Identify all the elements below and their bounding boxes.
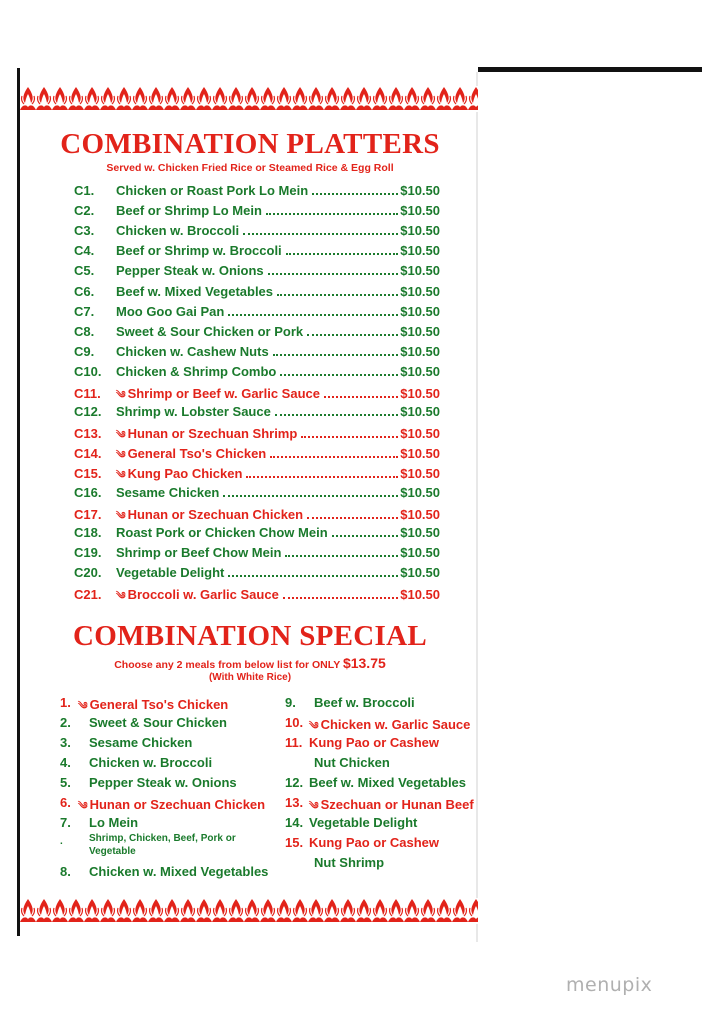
platter-item (74, 525, 440, 545)
item-code: C8. (74, 323, 95, 339)
item-price: $10.50 (400, 223, 440, 239)
dot-leader (268, 273, 399, 275)
special-title: COMBINATION SPECIAL (72, 620, 427, 652)
platter-item (74, 444, 440, 464)
spicy-icon: ༄ (78, 701, 88, 712)
item-number: 1. (60, 695, 71, 710)
item-name: Pepper Steak w. Onions (89, 775, 237, 790)
item-price: $10.50 (400, 446, 440, 462)
item-code: C18. (74, 524, 102, 540)
dot-leader (277, 294, 398, 296)
item-name: Sweet & Sour Chicken (89, 715, 227, 730)
item-number: 13. (285, 795, 304, 810)
platter-item (74, 565, 440, 585)
item-name: Moo Goo Gai Pan (116, 303, 225, 319)
item-price: $10.50 (400, 544, 440, 560)
item-number: 3. (60, 735, 71, 750)
dot-leader (275, 414, 398, 416)
item-code: C19. (74, 544, 102, 560)
item-price: $10.50 (400, 203, 440, 219)
platter-item (74, 585, 440, 605)
platter-item (74, 344, 440, 364)
item-price: $10.50 (400, 263, 440, 279)
lo-mein-bullet: . (60, 836, 63, 847)
item-name-continued: Nut Shrimp (314, 855, 385, 870)
platters-subtitle: Served w. Chicken Fried Rice or Steamed Rice & Egg Roll (106, 162, 394, 174)
item-number: 6. (60, 795, 71, 810)
dot-leader (283, 597, 398, 599)
item-name: Sesame Chicken (89, 735, 193, 750)
item-number: 2. (60, 715, 71, 730)
item-name: Beef w. Mixed Vegetables (116, 283, 274, 299)
item-name: Beef or Shrimp w. Broccoli (116, 243, 282, 259)
item-price: $10.50 (400, 283, 440, 299)
watermark-logo: menupix (566, 974, 653, 996)
item-number: 12. (285, 775, 304, 790)
platter-item (74, 183, 440, 203)
item-name: ༄ Broccoli w. Garlic Sauce (116, 587, 279, 602)
item-name: ༄ Hunan or Szechuan Shrimp (116, 426, 298, 442)
item-name: Beef w. Mixed Vegetables (309, 775, 467, 790)
spicy-icon: ༄ (78, 801, 88, 812)
dot-leader (246, 476, 398, 478)
decorative-border-bottom (20, 898, 478, 924)
item-name: Vegetable Delight (116, 564, 225, 580)
item-code: C21. (74, 587, 102, 602)
item-name: ༄ Shrimp or Beef w. Garlic Sauce (116, 386, 320, 401)
item-price: $10.50 (400, 243, 440, 259)
item-name: Chicken & Shrimp Combo (116, 363, 277, 379)
item-name: Chicken w. Broccoli (89, 755, 213, 770)
item-name: Kung Pao or Cashew (309, 835, 440, 850)
item-number: 7. (60, 815, 71, 830)
platter-item (74, 243, 440, 263)
dot-leader (223, 495, 398, 497)
item-price: $10.50 (400, 564, 440, 580)
item-code: C11. (74, 386, 101, 401)
item-name: Shrimp w. Lobster Sauce (116, 404, 271, 420)
item-number: 14. (285, 815, 304, 830)
item-name: ༄ Chicken w. Garlic Sauce (309, 717, 471, 732)
lo-mein-note: Shrimp, Chicken, Beef, Pork or Vegetable (89, 833, 236, 857)
item-name-continued: Nut Chicken (314, 755, 390, 770)
item-price: $10.50 (400, 587, 440, 602)
platter-item (74, 545, 440, 565)
top-right-rule (478, 67, 702, 72)
item-price: $10.50 (400, 426, 440, 442)
spicy-icon: ༄ (116, 591, 126, 602)
platter-item (74, 203, 440, 223)
platter-item (74, 263, 440, 283)
dot-leader (228, 575, 398, 577)
item-price: $10.50 (400, 506, 440, 522)
item-name: ༄ General Tso's Chicken (78, 697, 229, 712)
platter-item (74, 284, 440, 304)
item-price: $10.50 (400, 183, 440, 198)
platter-item (74, 304, 440, 324)
item-code: C12. (74, 404, 102, 420)
special-choose-label: Choose any 2 meals from below list for ONLY (114, 659, 341, 671)
item-code: C15. (74, 466, 102, 482)
spicy-icon: ༄ (116, 390, 126, 401)
platter-item (74, 404, 440, 424)
dot-leader (228, 314, 398, 316)
item-code: C17. (74, 506, 102, 522)
dot-leader (307, 517, 398, 519)
item-number: 15. (285, 835, 304, 850)
platter-item (74, 424, 440, 444)
item-name: Chicken w. Cashew Nuts (116, 343, 269, 359)
item-name: Pepper Steak w. Onions (116, 263, 264, 279)
item-number: 8. (60, 864, 71, 879)
item-name: ༄ Kung Pao Chicken (116, 466, 243, 482)
special-price: $13.75 (342, 655, 386, 671)
dot-leader (243, 233, 398, 235)
item-name: Shrimp or Beef Chow Mein (116, 544, 282, 560)
item-name: ༄ Hunan or Szechuan Chicken (78, 797, 266, 812)
item-name: Beef w. Broccoli (314, 695, 415, 710)
dot-leader (280, 374, 398, 376)
platters-title: COMBINATION PLATTERS (60, 128, 440, 160)
spicy-icon: ༄ (116, 450, 126, 462)
item-name: Roast Pork or Chicken Chow Mein (116, 524, 328, 540)
item-name: Sweet & Sour Chicken or Pork (116, 323, 304, 339)
platter-item (74, 384, 440, 404)
item-price: $10.50 (400, 323, 440, 339)
dot-leader (286, 253, 399, 255)
spicy-icon: ༄ (309, 721, 319, 732)
page-edge (476, 72, 478, 942)
dot-leader (266, 213, 398, 215)
platter-item (74, 324, 440, 344)
item-price: $10.50 (400, 484, 440, 500)
item-name: ༄ General Tso's Chicken (116, 446, 267, 462)
item-name: Vegetable Delight (309, 815, 418, 830)
dot-leader (312, 193, 398, 195)
special-choose-text (20, 655, 480, 671)
decorative-border-top (20, 86, 478, 112)
item-number: 9. (285, 695, 296, 710)
platter-item (74, 464, 440, 484)
dot-leader (270, 456, 398, 458)
item-price: $10.50 (400, 343, 440, 359)
item-code: C20. (74, 564, 102, 580)
item-name: Sesame Chicken (116, 484, 220, 500)
item-code: C3. (74, 223, 95, 239)
item-number: 10. (285, 715, 304, 730)
item-code: C14. (74, 446, 102, 462)
item-name: Lo Mein (89, 815, 139, 830)
item-code: C9. (74, 343, 95, 359)
platter-item (74, 505, 440, 525)
item-price: $10.50 (400, 386, 440, 401)
spicy-icon: ༄ (309, 801, 319, 812)
dot-leader (273, 354, 399, 356)
item-code: C5. (74, 263, 95, 279)
flame-pattern-icon (20, 86, 478, 112)
item-price: $10.50 (400, 303, 440, 319)
item-price: $10.50 (400, 404, 440, 420)
item-code: C16. (74, 484, 102, 500)
item-name: ༄ Szechuan or Hunan Beef (309, 797, 474, 812)
item-name: Chicken w. Broccoli (116, 223, 240, 239)
item-name: ༄ Hunan or Szechuan Chicken (116, 506, 304, 522)
dot-leader (324, 396, 398, 398)
item-name: Beef or Shrimp Lo Mein (116, 203, 262, 219)
item-price: $10.50 (400, 466, 440, 482)
dot-leader (307, 334, 398, 336)
dot-leader (332, 535, 399, 537)
item-number: 5. (60, 775, 71, 790)
item-code: C7. (74, 303, 95, 319)
item-name: Chicken or Roast Pork Lo Mein (116, 183, 309, 198)
dot-leader (285, 555, 398, 557)
item-code: C1. (74, 183, 95, 198)
dot-leader (301, 436, 398, 438)
item-price: $10.50 (400, 363, 440, 379)
platter-item (74, 364, 440, 384)
special-rice-note: (With White Rice) (208, 672, 292, 683)
platter-item (74, 485, 440, 505)
item-code: C2. (74, 203, 95, 219)
item-code: C4. (74, 243, 95, 259)
left-binding-rule (17, 68, 20, 936)
item-number: 11. (285, 735, 303, 750)
item-code: C10. (74, 363, 102, 379)
spicy-icon: ༄ (116, 470, 126, 482)
item-code: C13. (74, 426, 102, 442)
platter-item (74, 223, 440, 243)
spicy-icon: ༄ (116, 430, 126, 442)
item-name: Kung Pao or Cashew (309, 735, 440, 750)
item-name: Chicken w. Mixed Vegetables (89, 864, 269, 879)
item-price: $10.50 (400, 524, 440, 540)
spicy-icon: ༄ (116, 510, 126, 522)
flame-pattern-icon (20, 898, 478, 924)
item-code: C6. (74, 283, 95, 299)
item-number: 4. (60, 755, 71, 770)
